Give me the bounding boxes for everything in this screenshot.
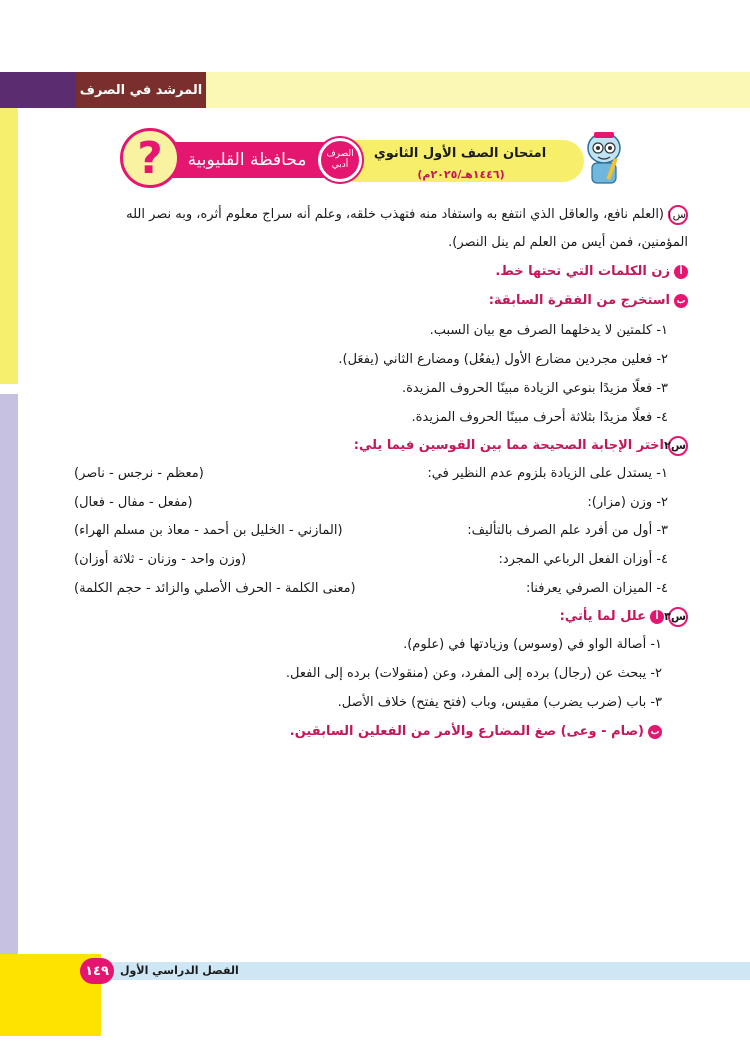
q1-paragraph-line2: المؤمنين، فمن أيس من العلم لم ينل النصر). bbox=[448, 235, 688, 250]
governorate-label bbox=[162, 142, 332, 178]
q2-options: (المازني - الخليل بن أحمد - معاذ بن مسلم الهراء) bbox=[74, 523, 343, 538]
q2-question: ٣- أول من أفرد علم الصرف بالتأليف: bbox=[467, 523, 668, 538]
q3-number-badge: س٣ bbox=[668, 607, 688, 627]
subject-badge bbox=[318, 138, 362, 182]
page-number: ١٤٩ bbox=[80, 958, 114, 984]
q2-number-badge: س٢ bbox=[668, 436, 688, 456]
q2-title bbox=[354, 436, 688, 456]
q1-number-badge: س١ bbox=[668, 205, 688, 225]
q2-options: (معنى الكلمة - الحرف الأصلي والزائد - حجم الكلمة) bbox=[74, 581, 356, 596]
q3-part-b bbox=[290, 723, 662, 741]
exam-title: امتحان الصف الأول الثانوي bbox=[373, 146, 547, 161]
header-dark-block bbox=[0, 72, 76, 108]
q3-part-b-text: (صام - وعى) صغ المضارع والأمر من الفعلين السابقين. bbox=[289, 724, 644, 739]
q1-paragraph-text1: (العلم نافع، والعاقل الذي انتفع به واستفاد منه فتهذب خلقه، وعلم أنه سراج معلوم أثره، وبه نصر الله bbox=[126, 207, 664, 222]
governorate-text: محافظة القليوبية bbox=[187, 150, 307, 170]
q2-question: ٤- أوزان الفعل الرباعي المجرد: bbox=[498, 552, 668, 567]
mascot-icon bbox=[580, 128, 628, 188]
q1-item: ٣- فعلًا مزيدًا بنوعي الزيادة مبينًا الحروف المزيدة. bbox=[401, 381, 668, 396]
q1-part-a-text: زن الكلمات التي تحتها خط. bbox=[495, 264, 670, 279]
q3-item: ٢- يبحث عن (رجال) برده إلى المفرد، وعن (منقولات) برده إلى الفعل. bbox=[285, 666, 662, 681]
q1-item: ٤- فعلًا مزيدًا بثلاثة أحرف مبينًا الحروف المزيدة. bbox=[411, 410, 668, 425]
exam-banner bbox=[120, 128, 628, 190]
q3-part-a-marker: أ bbox=[650, 610, 664, 624]
part-a-marker: أ bbox=[674, 265, 688, 279]
subject-line2: أدبي bbox=[331, 160, 349, 170]
q1-paragraph-line1 bbox=[126, 205, 688, 225]
q2-title-text: اختر الإجابة الصحيحة مما بين القوسين فيما يلي: bbox=[353, 438, 664, 453]
q1-part-a bbox=[495, 263, 688, 281]
margin-bar-yellow bbox=[0, 108, 18, 384]
q3-title-text: علل لما يأتي: bbox=[559, 609, 646, 624]
q2-question: ٢- وزن (مزار): bbox=[587, 495, 668, 510]
question-mark-icon: ? bbox=[120, 128, 180, 188]
q2-options: (وزن واحد - وزنان - ثلاثة أوزان) bbox=[74, 552, 247, 567]
exam-year: (١٤٤٦هـ/٢٠٢٥م) bbox=[417, 168, 505, 181]
part-b-marker: ب bbox=[674, 294, 688, 308]
q2-question: ١- يستدل على الزيادة بلزوم عدم النظير في: bbox=[427, 466, 668, 481]
q1-part-b-text: استخرج من الفقرة السابقة: bbox=[488, 293, 670, 308]
margin-bar-lavender bbox=[0, 394, 18, 954]
semester-label: الفصل الدراسي الأول bbox=[120, 964, 239, 977]
q3-title bbox=[560, 607, 688, 627]
q3-item: ٣- باب (ضرب يضرب) مقيس، وباب (فتح يفتح) خلاف الأصل. bbox=[337, 695, 662, 710]
q2-question: ٤- الميزان الصرفي يعرفنا: bbox=[525, 581, 668, 596]
book-title-tab: المرشد في الصرف bbox=[76, 72, 206, 108]
q3-item: ١- أصالة الواو في (وسوس) وزيادتها في (علوم). bbox=[403, 637, 662, 652]
q1-item: ٢- فعلين مجردين مضارع الأول (يفعُل) ومضارع الثاني (يفعَل). bbox=[338, 352, 668, 367]
q1-item: ١- كلمتين لا يدخلهما الصرف مع بيان السبب. bbox=[429, 323, 668, 338]
q3-part-b-marker: ب bbox=[648, 725, 662, 739]
subject-line1: الصرف bbox=[326, 149, 354, 160]
q1-part-b bbox=[489, 292, 688, 310]
q2-options: (مفعل - مفال - فعال) bbox=[74, 495, 193, 510]
q2-options: (معظم - نرجس - ناصر) bbox=[74, 466, 204, 481]
